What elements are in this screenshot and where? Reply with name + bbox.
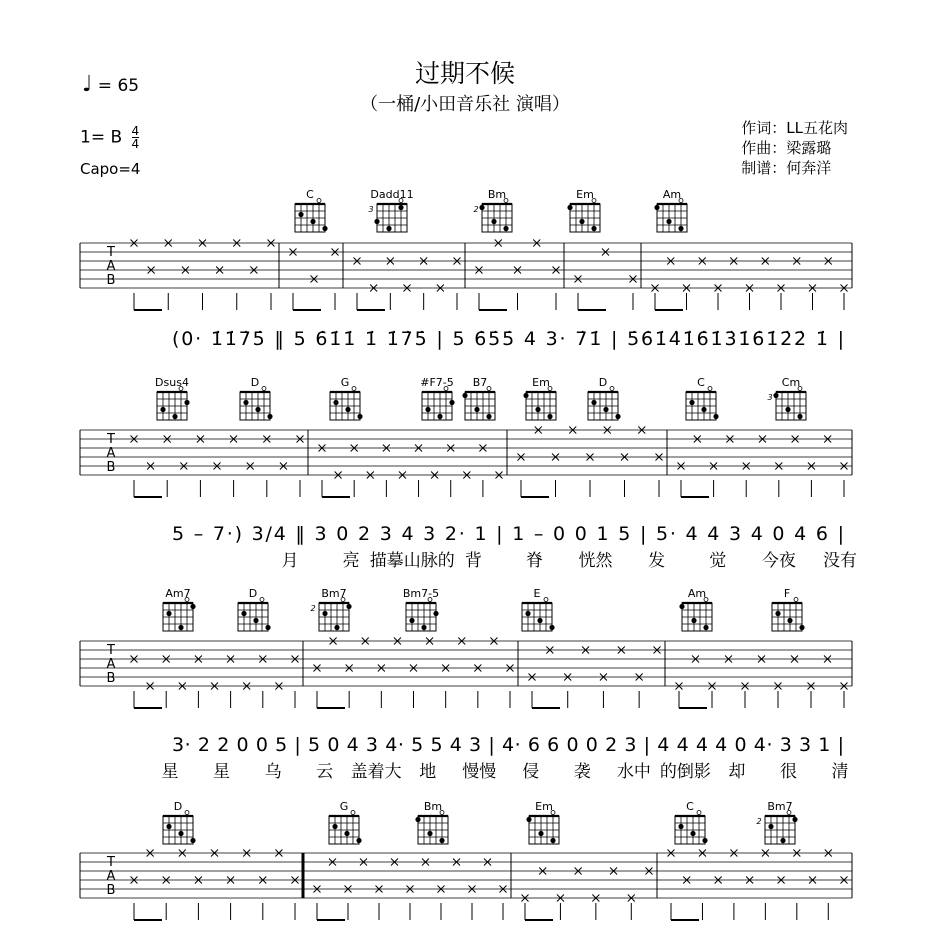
- finger-dot: [523, 393, 528, 398]
- chord-name: Bm: [423, 800, 443, 813]
- lyricist-credit: 作词：LL五花肉: [741, 119, 848, 137]
- finger-dot: [433, 611, 438, 616]
- finger-dot: [178, 831, 183, 836]
- key-label: 1= B: [80, 127, 123, 148]
- finger-dot: [615, 414, 620, 419]
- transcriber-credit: 制谱：何奔洋: [741, 159, 832, 177]
- tab-clef-letter: B: [106, 273, 116, 288]
- finger-dot: [792, 817, 797, 822]
- open-string-marker: [708, 387, 712, 391]
- numbered-notation-line: (0· 1̇1̇7̇5̇ ‖ 5 6̇1̇1̇ 1̇ 1̇7̇5̇ | 5 6̇5̇5̇ 4 3· 7̇1̇ | 5̇6̇1̇4̇1̇6̇1̇3̇1̇6̇1̇2̇2̇ 1̇ |: [172, 328, 844, 350]
- finger-dot: [172, 414, 177, 419]
- lyric-word: 慢慢: [462, 762, 497, 782]
- chord-name: D: [598, 376, 608, 389]
- lyric-word: 的倒影: [659, 762, 711, 782]
- finger-dot: [346, 604, 351, 609]
- lyric-word: 月: [281, 551, 299, 571]
- fret-number: 2: [473, 205, 479, 214]
- finger-dot: [780, 838, 785, 843]
- finger-dot: [298, 212, 303, 217]
- finger-dot: [537, 618, 542, 623]
- finger-dot: [486, 414, 491, 419]
- finger-dot: [425, 407, 430, 412]
- open-string-marker: [317, 199, 321, 203]
- tab-clef-letter: B: [106, 671, 116, 686]
- lyric-word: 云: [316, 762, 334, 782]
- chord-name: Em: [576, 188, 594, 201]
- finger-dot: [265, 625, 270, 630]
- finger-dot: [666, 219, 671, 224]
- lyric-word: 侵: [522, 762, 540, 782]
- song-subtitle: （一桶/小田音乐社 演唱）: [360, 94, 570, 115]
- chord-name: C: [306, 188, 314, 201]
- open-string-marker: [610, 387, 614, 391]
- open-string-marker: [260, 598, 264, 602]
- lyric-word: 星: [213, 762, 231, 782]
- numbered-notation-line: 3· 2 2 0 0 5 | 5 0 4 3 4· 5 5 4 3 | 4· 6 6 0 0 2 3 | 4 4 4 4 0 4· 3 3 1 |: [172, 734, 844, 756]
- tab-clef-letter: B: [106, 883, 116, 898]
- chord-name: Am: [687, 587, 707, 600]
- finger-dot: [241, 611, 246, 616]
- finger-dot: [190, 604, 195, 609]
- finger-dot: [439, 838, 444, 843]
- lyric-word: 水中: [616, 762, 651, 782]
- tab-clef-letter: T: [107, 855, 115, 870]
- tab-clef-letter: A: [106, 869, 116, 884]
- chord-name: #F7-5: [420, 376, 454, 389]
- tab-clef-letter: T: [107, 432, 115, 447]
- lyric-word: 发: [648, 551, 666, 571]
- chord-name: Am: [662, 188, 682, 201]
- finger-dot: [678, 824, 683, 829]
- lyric-word: 袭: [573, 762, 591, 782]
- capo-label: Capo=4: [80, 160, 141, 178]
- chord-name: Cm: [781, 376, 801, 389]
- lyric-word: 却: [728, 762, 746, 782]
- finger-dot: [549, 625, 554, 630]
- open-string-marker: [352, 387, 356, 391]
- chord-name: Bm7: [767, 800, 793, 813]
- lyric-word: 觉: [709, 551, 727, 571]
- finger-dot: [386, 226, 391, 231]
- finger-dot: [773, 393, 778, 398]
- open-string-marker: [262, 387, 266, 391]
- lyric-word: 背: [464, 551, 482, 571]
- finger-dot: [409, 618, 414, 623]
- chord-name: Bm7: [321, 587, 347, 600]
- finger-dot: [535, 407, 540, 412]
- lyric-word: 清: [831, 762, 849, 782]
- chord-name: D: [248, 587, 258, 600]
- chord-name: Dadd11: [370, 188, 414, 201]
- finger-dot: [332, 824, 337, 829]
- numbered-notation-line: 5 – 7·) 3/4 ‖ 3 0 2 3 4 3 2· 1 | 1 – 0 0 1 5 | 5· 4 4 3 4 0 4 6 |: [172, 523, 844, 545]
- composer-credit: 作曲：梁露璐: [741, 139, 832, 157]
- finger-dot: [479, 205, 484, 210]
- tab-clef-letter: A: [106, 657, 116, 672]
- tab-clef-letter: B: [106, 460, 116, 475]
- lyric-word: 描摹山脉的: [369, 551, 455, 571]
- chord-name: G: [339, 800, 349, 813]
- finger-dot: [166, 611, 171, 616]
- tab-clef-letter: A: [106, 446, 116, 461]
- lyric-word: 很: [779, 762, 797, 782]
- fret-number: 2: [310, 604, 316, 613]
- finger-dot: [178, 625, 183, 630]
- finger-dot: [345, 407, 350, 412]
- chord-name: C: [686, 800, 694, 813]
- tab-clef-letter: T: [107, 643, 115, 658]
- finger-dot: [398, 205, 403, 210]
- finger-dot: [679, 604, 684, 609]
- finger-dot: [690, 831, 695, 836]
- finger-dot: [449, 400, 454, 405]
- finger-dot: [785, 407, 790, 412]
- finger-dot: [427, 831, 432, 836]
- chord-name: Am7: [165, 587, 191, 600]
- lyric-word: 今夜: [761, 551, 796, 571]
- tempo-value: = 65: [97, 76, 140, 96]
- finger-dot: [547, 414, 552, 419]
- chord-name: Em: [535, 800, 553, 813]
- chord-name: G: [340, 376, 350, 389]
- fret-number: 3: [368, 205, 374, 214]
- tab-clef-letter: A: [106, 259, 116, 274]
- chord-name: C: [697, 376, 705, 389]
- finger-dot: [787, 618, 792, 623]
- lyric-word: 星: [161, 762, 179, 782]
- chord-name: F: [783, 587, 791, 600]
- finger-dot: [357, 414, 362, 419]
- finger-dot: [525, 611, 530, 616]
- open-string-marker: [544, 598, 548, 602]
- finger-dot: [654, 205, 659, 210]
- finger-dot: [160, 407, 165, 412]
- chord-name: Dsus4: [155, 376, 189, 389]
- finger-dot: [550, 838, 555, 843]
- finger-dot: [691, 618, 696, 623]
- finger-dot: [703, 625, 708, 630]
- finger-dot: [344, 831, 349, 836]
- finger-dot: [243, 400, 248, 405]
- finger-dot: [333, 400, 338, 405]
- open-string-marker: [185, 811, 189, 815]
- finger-dot: [603, 407, 608, 412]
- finger-dot: [491, 219, 496, 224]
- finger-dot: [702, 838, 707, 843]
- finger-dot: [322, 226, 327, 231]
- finger-dot: [775, 611, 780, 616]
- finger-dot: [462, 393, 467, 398]
- quarter-note-icon: ♩: [82, 72, 93, 97]
- finger-dot: [503, 226, 508, 231]
- finger-dot: [374, 219, 379, 224]
- finger-dot: [356, 838, 361, 843]
- fret-number: 3: [767, 393, 773, 402]
- chord-name: B7: [472, 376, 488, 389]
- finger-dot: [421, 625, 426, 630]
- finger-dot: [567, 205, 572, 210]
- finger-dot: [184, 400, 189, 405]
- finger-dot: [701, 407, 706, 412]
- finger-dot: [415, 817, 420, 822]
- lyric-word: 恍然: [578, 551, 613, 571]
- chord-name: E: [533, 587, 541, 600]
- finger-dot: [255, 407, 260, 412]
- finger-dot: [538, 831, 543, 836]
- lyric-word: 脊: [525, 551, 543, 571]
- finger-dot: [591, 400, 596, 405]
- finger-dot: [310, 219, 315, 224]
- finger-dot: [768, 824, 773, 829]
- finger-dot: [253, 618, 258, 623]
- lyric-word: 乌: [264, 762, 282, 782]
- time-top: 4: [131, 124, 140, 138]
- open-string-marker: [487, 387, 491, 391]
- finger-dot: [322, 611, 327, 616]
- finger-dot: [799, 625, 804, 630]
- chord-name: D: [250, 376, 260, 389]
- chord-name: Bm7-5: [402, 587, 440, 600]
- open-string-marker: [794, 598, 798, 602]
- tab-clef-letter: T: [107, 245, 115, 260]
- chord-name: Bm: [487, 188, 507, 201]
- lyric-word: 盖着大: [350, 762, 402, 782]
- finger-dot: [166, 824, 171, 829]
- open-string-marker: [351, 811, 355, 815]
- finger-dot: [689, 400, 694, 405]
- finger-dot: [474, 407, 479, 412]
- finger-dot: [334, 625, 339, 630]
- open-string-marker: [697, 811, 701, 815]
- finger-dot: [190, 838, 195, 843]
- finger-dot: [678, 226, 683, 231]
- lyric-word: 地: [419, 762, 437, 782]
- time-bottom: 4: [131, 137, 140, 151]
- finger-dot: [797, 414, 802, 419]
- finger-dot: [591, 226, 596, 231]
- fret-number: 2: [756, 817, 762, 826]
- finger-dot: [526, 817, 531, 822]
- finger-dot: [579, 219, 584, 224]
- lyric-word: 亮: [342, 551, 360, 571]
- lyric-word: 没有: [823, 551, 857, 571]
- finger-dot: [267, 414, 272, 419]
- chord-name: Em: [532, 376, 550, 389]
- finger-dot: [713, 414, 718, 419]
- song-title: 过期不候: [414, 59, 515, 88]
- chord-name: D: [173, 800, 183, 813]
- finger-dot: [437, 414, 442, 419]
